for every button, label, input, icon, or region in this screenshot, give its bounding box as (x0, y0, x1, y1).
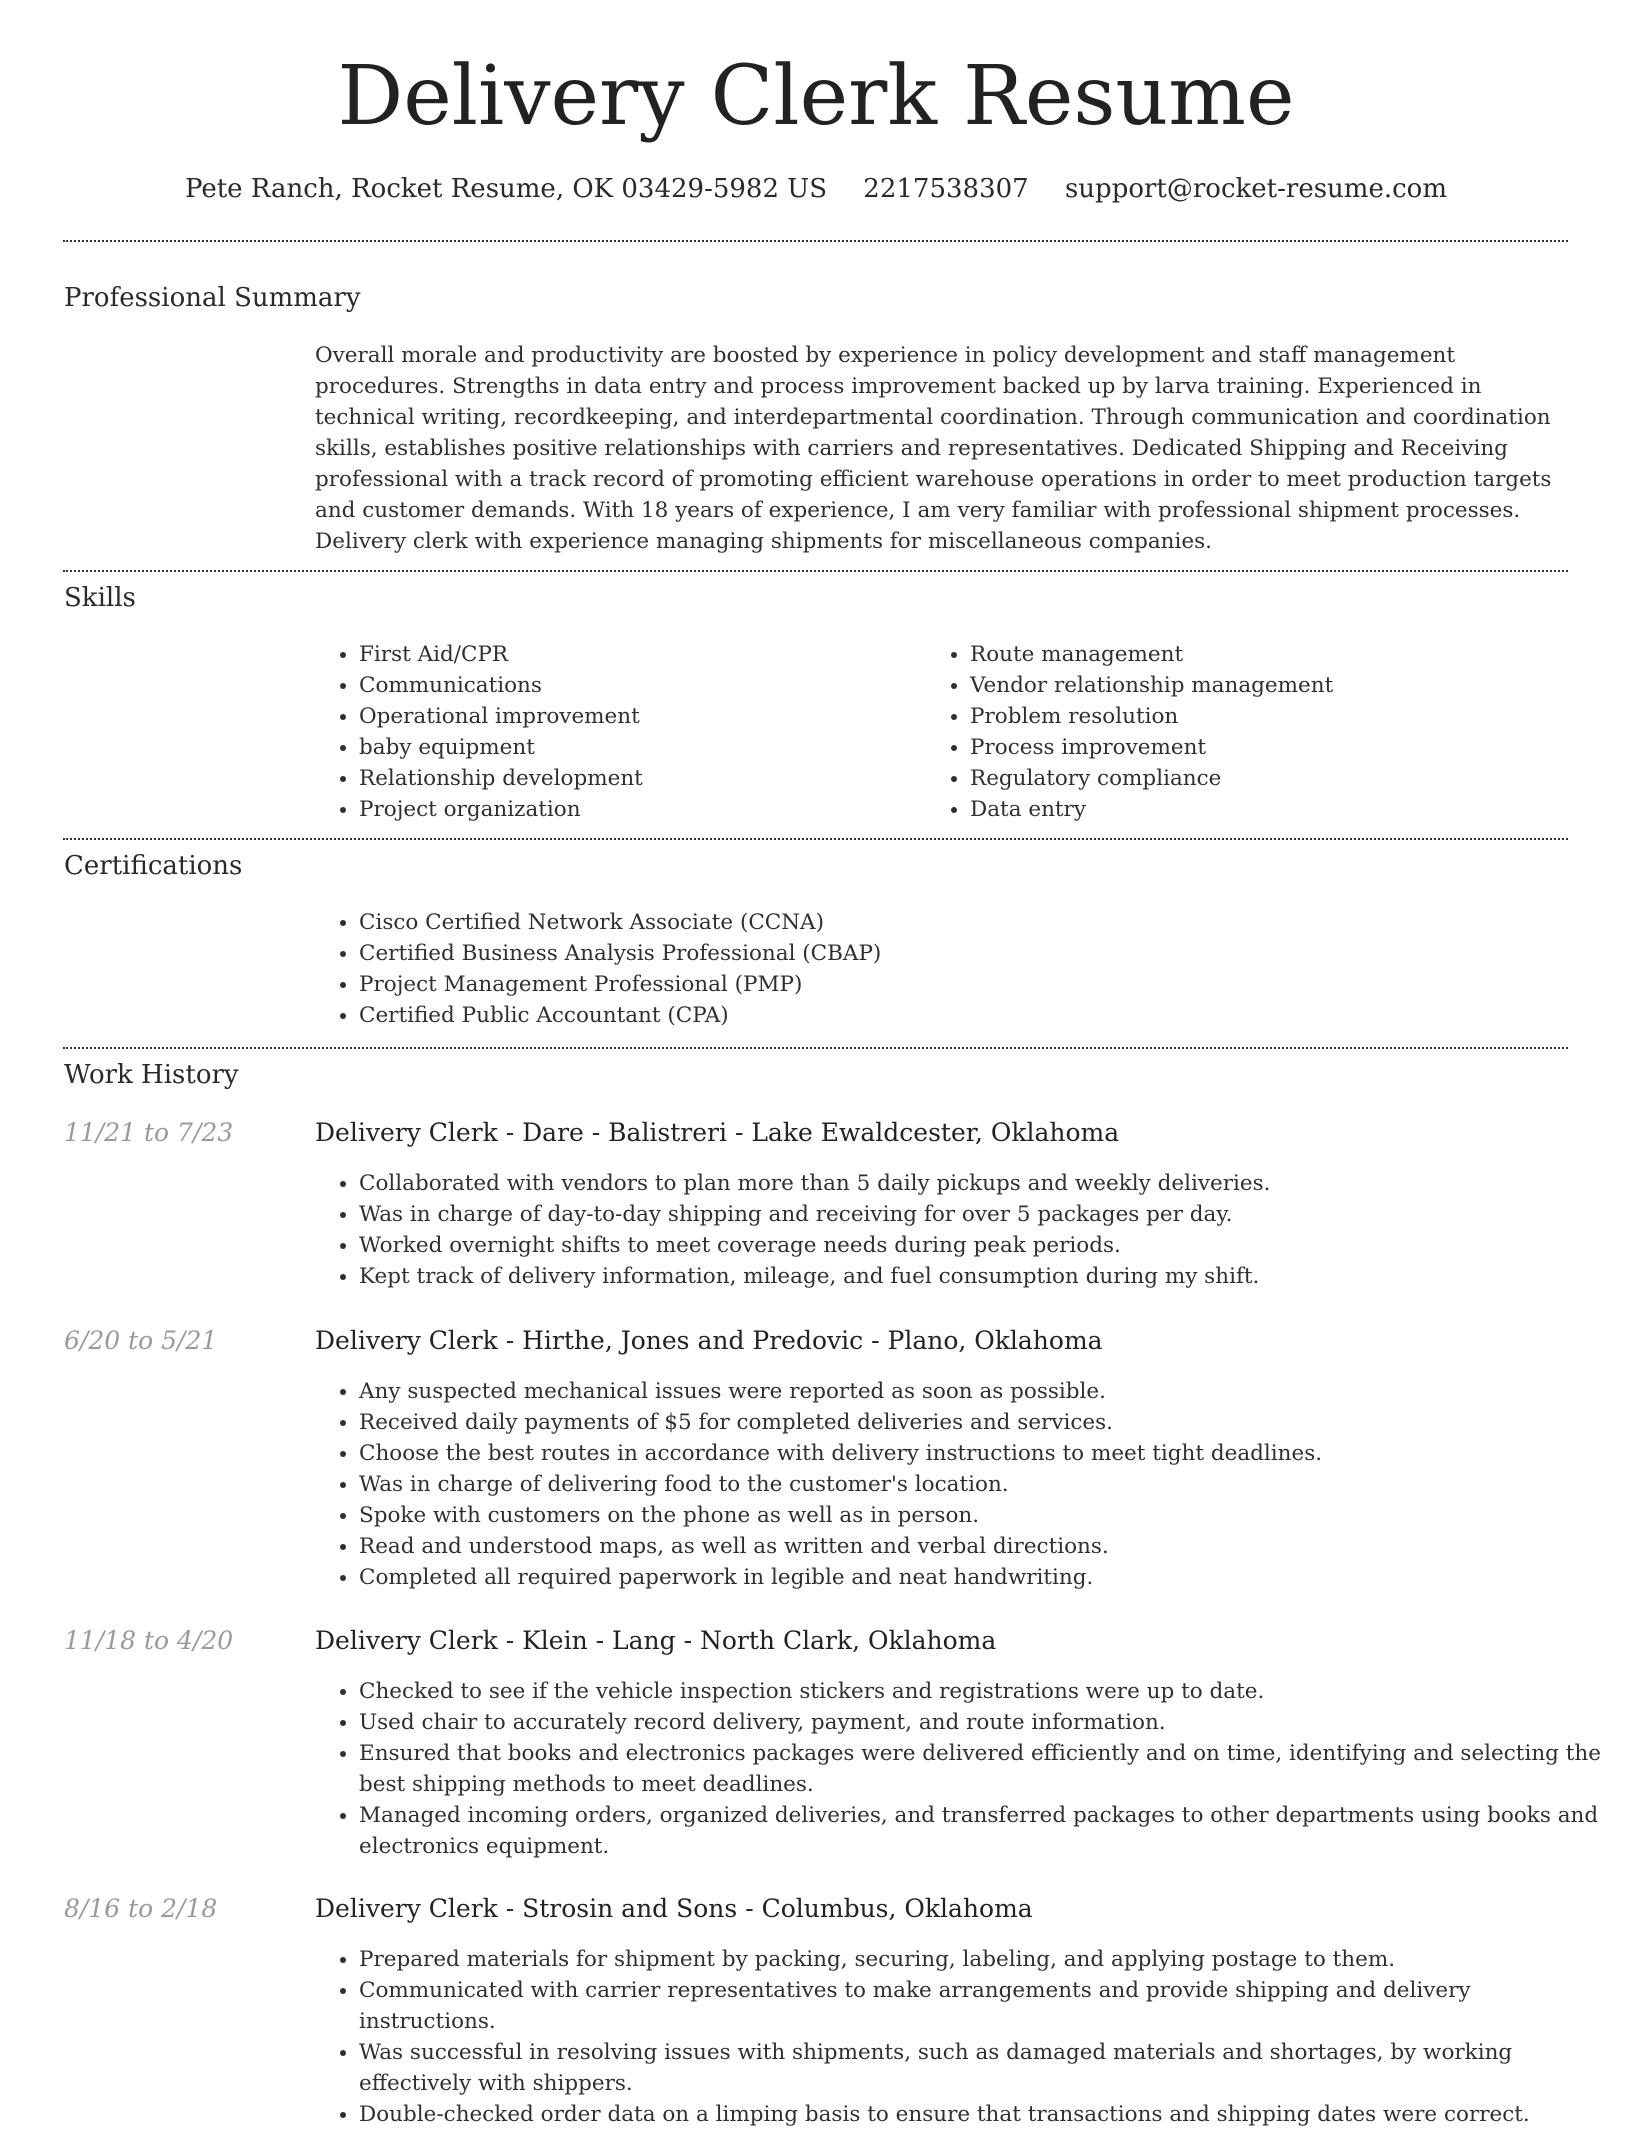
resume-title: Delivery Clerk Resume (337, 49, 1295, 144)
contact-line (0, 172, 1632, 206)
skill-item: • Vendor relationship management (970, 670, 1590, 701)
skill-item: • Process improvement (970, 732, 1590, 763)
job-bullet: • Any suspected mechanical issues were reported as soon as possible. (359, 1376, 1614, 1407)
certification-item: • Project Management Professional (PMP) (359, 969, 1559, 1000)
section-title-certifications: Certifications (64, 851, 243, 881)
contact-phone: 2217538307 (863, 174, 1029, 204)
certifications-list (315, 907, 1559, 1031)
section-title-summary: Professional Summary (64, 283, 361, 313)
skill-item: • Project organization (359, 794, 919, 825)
divider (63, 570, 1568, 572)
job-bullets (315, 1676, 1614, 1862)
contact-email[interactable]: support@rocket-resume.com (1064, 174, 1447, 204)
job-bullet: • Was in charge of delivering food to the customer's location. (359, 1469, 1614, 1500)
certification-item: • Cisco Certified Network Associate (CCNA) (359, 907, 1559, 938)
job-title: Delivery Clerk - Klein - Lang - North Clark, Oklahoma (315, 1626, 997, 1655)
job-bullet: • Used chair to accurately record delivery, payment, and route information. (359, 1707, 1614, 1738)
contact-address: Pete Ranch, Rocket Resume, OK 03429-5982 US (185, 174, 828, 204)
skill-item: • Communications (359, 670, 919, 701)
job-dates: 11/21 to 7/23 (64, 1118, 234, 1147)
job-bullets (315, 1168, 1614, 1292)
job-title: Delivery Clerk - Strosin and Sons - Columbus, Oklahoma (315, 1894, 1033, 1923)
certification-item: • Certified Public Accountant (CPA) (359, 1000, 1559, 1031)
job-bullet: • Spoke with customers on the phone as well as in person. (359, 1500, 1614, 1531)
job-bullet: • Kept track of delivery information, mileage, and fuel consumption during my shift. (359, 1261, 1614, 1292)
job-bullet: • Ensured that books and electronics packages were delivered efficiently and on time, identifying and selecting the best shipping methods to meet deadlines. (359, 1738, 1614, 1800)
job-title: Delivery Clerk - Dare - Balistreri - Lake Ewaldcester, Oklahoma (315, 1118, 1120, 1147)
job-bullet: • Choose the best routes in accordance with delivery instructions to meet tight deadlines. (359, 1438, 1614, 1469)
job-bullet: • Collaborated with vendors to plan more than 5 daily pickups and weekly deliveries. (359, 1168, 1614, 1199)
divider (63, 1047, 1568, 1049)
skill-item: • Relationship development (359, 763, 919, 794)
skill-item: • Data entry (970, 794, 1590, 825)
job-title: Delivery Clerk - Hirthe, Jones and Predovic - Plano, Oklahoma (315, 1326, 1103, 1355)
skills-list-right (926, 639, 1590, 825)
job-bullet: • Checked to see if the vehicle inspection stickers and registrations were up to date. (359, 1676, 1614, 1707)
job-bullet: • Prepared materials for shipment by packing, securing, labeling, and applying postage to them. (359, 1944, 1614, 1975)
summary-text: Overall morale and productivity are boosted by experience in policy development and staff management procedures. Strengths in data entry and process improvement backed up by larva training. Experienced in technical writing, recordkeeping, and interdepartmental coordination. Through communication and coordination skills, establishes positive relationships with carriers and representatives. Dedicated Shipping and Receiving professional with a track record of promoting efficient warehouse operations in order to meet production targets and customer demands. With 18 years of experience, I am very familiar with professional shipment processes. Delivery clerk with experience managing shipments for miscellaneous companies. (315, 343, 1552, 554)
section-title-skills: Skills (64, 583, 136, 613)
skill-item: • Route management (970, 639, 1590, 670)
job-bullets (315, 1944, 1614, 2130)
skill-item: • First Aid/CPR (359, 639, 919, 670)
skills-list-left (315, 639, 919, 825)
job-bullet: • Was successful in resolving issues with shipments, such as damaged materials and shortages, by working effectively with shippers. (359, 2037, 1614, 2099)
skill-item: • Problem resolution (970, 701, 1590, 732)
section-title-work-history: Work History (64, 1060, 239, 1090)
job-bullet: • Completed all required paperwork in legible and neat handwriting. (359, 1562, 1614, 1593)
job-bullet: • Communicated with carrier representatives to make arrangements and provide shipping and delivery instructions. (359, 1975, 1614, 2037)
skill-item: • baby equipment (359, 732, 919, 763)
job-bullet: • Managed incoming orders, organized deliveries, and transferred packages to other departments using books and electronics equipment. (359, 1800, 1614, 1862)
job-dates: 8/16 to 2/18 (64, 1894, 218, 1923)
job-bullet: • Was in charge of day-to-day shipping and receiving for over 5 packages per day. (359, 1199, 1614, 1230)
divider (63, 240, 1568, 242)
job-bullet: • Worked overnight shifts to meet coverage needs during peak periods. (359, 1230, 1614, 1261)
divider (63, 838, 1568, 840)
job-dates: 6/20 to 5/21 (64, 1326, 218, 1355)
certification-item: • Certified Business Analysis Professional (CBAP) (359, 938, 1559, 969)
skill-item: • Regulatory compliance (970, 763, 1590, 794)
job-bullet: • Read and understood maps, as well as written and verbal directions. (359, 1531, 1614, 1562)
job-bullet: • Double-checked order data on a limping basis to ensure that transactions and shipping dates were correct. (359, 2099, 1614, 2130)
job-dates: 11/18 to 4/20 (64, 1626, 234, 1655)
skill-item: • Operational improvement (359, 701, 919, 732)
job-bullet: • Received daily payments of $5 for completed deliveries and services. (359, 1407, 1614, 1438)
job-bullets (315, 1376, 1614, 1593)
